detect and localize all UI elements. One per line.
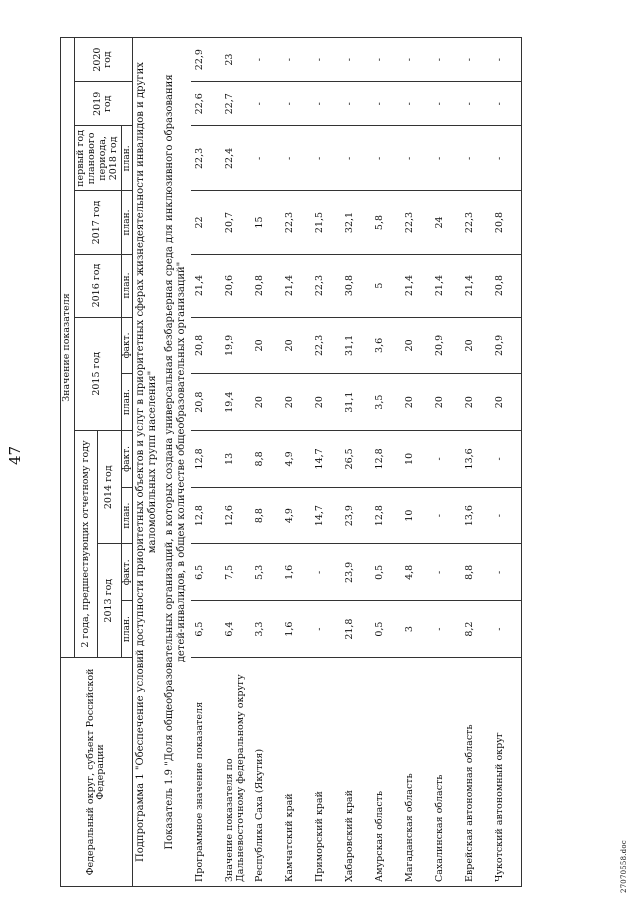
year-2019-header: 2019 год (74, 82, 132, 126)
table-cell: - (431, 431, 461, 488)
table-cell: 6,5 (191, 544, 221, 601)
table-row (341, 38, 371, 887)
table-cell: - (491, 126, 522, 191)
indicator-table (60, 37, 522, 887)
table-cell: - (491, 431, 522, 488)
table-cell: 8,8 (251, 487, 281, 544)
table-cell: - (401, 82, 431, 126)
table-cell: 10 (401, 487, 431, 544)
table-row (311, 38, 341, 887)
table-cell: - (491, 601, 522, 658)
table-cell: 22,6 (191, 82, 221, 126)
row-label: Еврейская автономная область (461, 657, 491, 886)
table-cell: 31,1 (341, 374, 371, 431)
table-cell: 12,8 (371, 487, 401, 544)
table-cell: 3,3 (251, 601, 281, 658)
table-cell: - (371, 38, 401, 82)
table-cell: 20 (401, 374, 431, 431)
table-cell: - (311, 38, 341, 82)
row-label: Республика Саха (Якутия) (251, 657, 281, 886)
fact-header: факт. (121, 317, 132, 374)
table-cell: 5 (371, 254, 401, 317)
table-cell: 10 (401, 431, 431, 488)
year-2014-header: 2014 год (98, 431, 121, 544)
table-cell: - (491, 487, 522, 544)
table-cell: - (341, 82, 371, 126)
table-cell: - (281, 82, 311, 126)
table-cell: - (251, 126, 281, 191)
plan-header: план. (121, 191, 132, 254)
table-cell: - (491, 38, 522, 82)
table-cell: 14,7 (311, 487, 341, 544)
values-group-header: Значение показателя (61, 38, 75, 658)
table-cell: 20,8 (191, 374, 221, 431)
table-cell: - (431, 487, 461, 544)
table-cell: 20 (281, 374, 311, 431)
plan-header: план. (121, 374, 132, 431)
table-cell: 22,3 (401, 191, 431, 254)
table-cell: 6,4 (221, 601, 251, 658)
row-label: Хабаровский край (341, 657, 371, 886)
table-cell: 20,9 (431, 317, 461, 374)
prev-years-header: 2 года, предшествующих отчетному году (74, 431, 97, 658)
row-label: Магаданская область (401, 657, 431, 886)
table-cell: - (491, 82, 522, 126)
table-cell: 7,5 (221, 544, 251, 601)
table-cell: 20 (431, 374, 461, 431)
plan-header: план. (121, 254, 132, 317)
table-cell: 20 (461, 317, 491, 374)
table-cell: 22,3 (281, 191, 311, 254)
fact-header: факт. (121, 544, 132, 601)
table-cell: - (371, 126, 401, 191)
table-cell: 5,3 (251, 544, 281, 601)
table-row (191, 38, 221, 887)
table-cell: - (251, 38, 281, 82)
table-cell: 20 (251, 317, 281, 374)
table-cell: 20 (401, 317, 431, 374)
table-cell: 0,5 (371, 601, 401, 658)
table-cell: - (431, 544, 461, 601)
table-cell: 22,4 (221, 126, 251, 191)
row-label: Программное значение показателя (191, 657, 221, 886)
table-cell: 21,5 (311, 191, 341, 254)
table-cell: - (431, 82, 461, 126)
document-footer: 27070558.doc (620, 840, 628, 893)
table-cell: 8,8 (461, 544, 491, 601)
row-label: Чукотский автономный округ (491, 657, 522, 886)
table-row (221, 38, 251, 887)
table-cell: 1,6 (281, 544, 311, 601)
plan-header: план. (121, 601, 132, 658)
table-cell: 12,8 (191, 431, 221, 488)
table-cell: - (341, 126, 371, 191)
table-cell: 20,8 (491, 191, 522, 254)
table-cell: 22 (191, 191, 221, 254)
table-cell: 13,6 (461, 431, 491, 488)
table-cell: 19,9 (221, 317, 251, 374)
year-2016-header: 2016 год (74, 254, 121, 317)
table-cell: 26,5 (341, 431, 371, 488)
plan-header: план. (121, 487, 132, 544)
table-cell: - (461, 82, 491, 126)
table-cell: 4,8 (401, 544, 431, 601)
row-label: Сахалинская область (431, 657, 461, 886)
table-cell: 14,7 (311, 431, 341, 488)
table-cell: 22,3 (191, 126, 221, 191)
table-cell: 13,6 (461, 487, 491, 544)
table-cell: 22,3 (311, 317, 341, 374)
year-2017-header: 2017 год (74, 191, 121, 254)
table-cell: 8,2 (461, 601, 491, 658)
table-cell: 3,5 (371, 374, 401, 431)
table-cell: 3 (401, 601, 431, 658)
table-cell: 20 (491, 374, 522, 431)
table-cell: 20,8 (251, 254, 281, 317)
table-cell: 3,6 (371, 317, 401, 374)
table-cell: 22,9 (191, 38, 221, 82)
table-cell: 15 (251, 191, 281, 254)
table-cell: 22,3 (311, 254, 341, 317)
table-cell: 23,9 (341, 544, 371, 601)
table-cell: 20,8 (491, 254, 522, 317)
table-cell: - (461, 126, 491, 191)
region-column-header: Федеральный округ, субъект Российской Федерации (61, 657, 133, 886)
table-cell: 30,8 (341, 254, 371, 317)
row-label: Камчатский край (281, 657, 311, 886)
table-cell: 20,8 (191, 317, 221, 374)
table-row (431, 38, 461, 887)
subprogram-title: Подпрограмма 1 "Обеспечение условий доступности приоритетных объектов и услуг в приоритетных сферах жизнедеятельности инвалидов и других маломобильных групп населения" (132, 38, 162, 887)
table-cell: 20 (281, 317, 311, 374)
table-cell: 4,9 (281, 487, 311, 544)
table-cell: - (461, 38, 491, 82)
table-cell: 21,4 (401, 254, 431, 317)
table-cell: 19,4 (221, 374, 251, 431)
table-cell: 22,7 (221, 82, 251, 126)
table-cell: - (311, 601, 341, 658)
year-2020-header: 2020 год (74, 38, 132, 82)
table-cell: 21,4 (461, 254, 491, 317)
row-label: Приморский край (311, 657, 341, 886)
table-cell: 21,8 (341, 601, 371, 658)
table-row (371, 38, 401, 887)
table-cell: 12,6 (221, 487, 251, 544)
table-cell: 23 (221, 38, 251, 82)
table-cell: 20,9 (491, 317, 522, 374)
table-cell: 0,5 (371, 544, 401, 601)
table-cell: - (431, 38, 461, 82)
table-cell: 32,1 (341, 191, 371, 254)
table-cell: 21,4 (281, 254, 311, 317)
plan-header: план. (121, 126, 132, 191)
table-cell: - (341, 38, 371, 82)
table-cell: - (281, 38, 311, 82)
table-cell: - (431, 601, 461, 658)
table-row (281, 38, 311, 887)
table-cell: 1,6 (281, 601, 311, 658)
table-cell: 20 (461, 374, 491, 431)
table-cell: 21,4 (431, 254, 461, 317)
table-cell: 23,9 (341, 487, 371, 544)
table-cell: 13 (221, 431, 251, 488)
table-row (401, 38, 431, 887)
table-cell: - (401, 126, 431, 191)
table-cell: 20 (311, 374, 341, 431)
table-cell: - (311, 82, 341, 126)
row-label: Значение показателя по Дальневосточному федеральному округу (221, 657, 251, 886)
year-2015-header: 2015 год (74, 317, 121, 430)
year-2018-header: первый год планового периода, 2018 год (74, 126, 121, 191)
table-cell: 20 (251, 374, 281, 431)
table-cell: 8,8 (251, 431, 281, 488)
table-row (491, 38, 522, 887)
table-cell: 21,4 (191, 254, 221, 317)
table-cell: - (401, 38, 431, 82)
table-cell: - (281, 126, 311, 191)
fact-header: факт. (121, 431, 132, 488)
table-cell: - (311, 544, 341, 601)
page-number: 47 (6, 445, 24, 465)
table-cell: - (371, 82, 401, 126)
table-cell: 12,8 (191, 487, 221, 544)
row-label: Амурская область (371, 657, 401, 886)
table-row (251, 38, 281, 887)
table-cell: - (251, 82, 281, 126)
table-cell: 5,8 (371, 191, 401, 254)
table-cell: 4,9 (281, 431, 311, 488)
table-cell: 22,3 (461, 191, 491, 254)
table-cell: 31,1 (341, 317, 371, 374)
year-2013-header: 2013 год (98, 544, 121, 657)
table-cell: - (431, 126, 461, 191)
table-cell: - (311, 126, 341, 191)
indicator-title: Показатель 1.9 "Доля общеобразовательных организаций, в которых создана универсальная безбарьерная среда для инклюзивного образования детей-инвалидов, в общем количестве общеобразовательных организаций" (162, 38, 191, 887)
table-cell: 20,7 (221, 191, 251, 254)
table-row (461, 38, 491, 887)
table-cell: 6,5 (191, 601, 221, 658)
table-cell: 24 (431, 191, 461, 254)
table-cell: 12,8 (371, 431, 401, 488)
table-cell: - (491, 544, 522, 601)
table-cell: 20,6 (221, 254, 251, 317)
